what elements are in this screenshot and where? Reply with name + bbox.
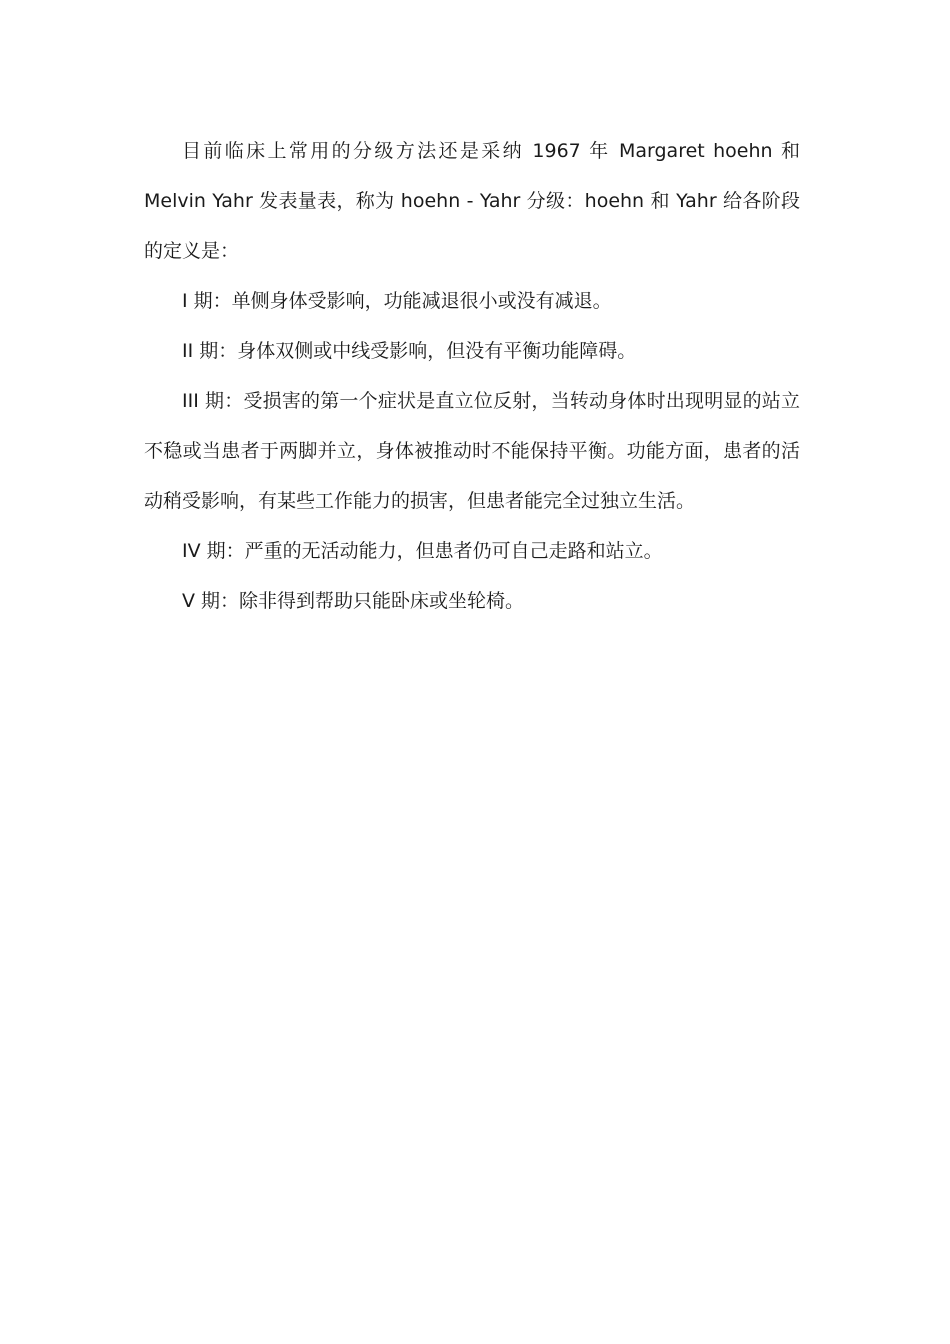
document-body [144, 126, 800, 626]
stage-2-paragraph: II 期：身体双侧或中线受影响，但没有平衡功能障碍。 [182, 340, 637, 362]
stage-3-paragraph: III 期：受损害的第一个症状是直立位反射，当转动身体时出现明显的站立不稳或当患者于两脚并立，身体被推动时不能保持平衡。功能方面，患者的活动稍受影响，有某些工作能力的损害，但患者能完全过独立生活。 [144, 390, 800, 512]
stage-5-paragraph: V 期：除非得到帮助只能卧床或坐轮椅。 [182, 590, 525, 612]
intro-paragraph: 目前临床上常用的分级方法还是采纳 1967 年 Margaret hoehn 和 Melvin Yahr 发表量表，称为 hoehn - Yahr 分级：hoehn 和 Yahr 给各阶段的定义是： [144, 140, 800, 262]
stage-4-paragraph: IV 期：严重的无活动能力，但患者仍可自己走路和站立。 [182, 540, 663, 562]
stage-1-paragraph: I 期：单侧身体受影响，功能减退很小或没有减退。 [182, 290, 612, 312]
